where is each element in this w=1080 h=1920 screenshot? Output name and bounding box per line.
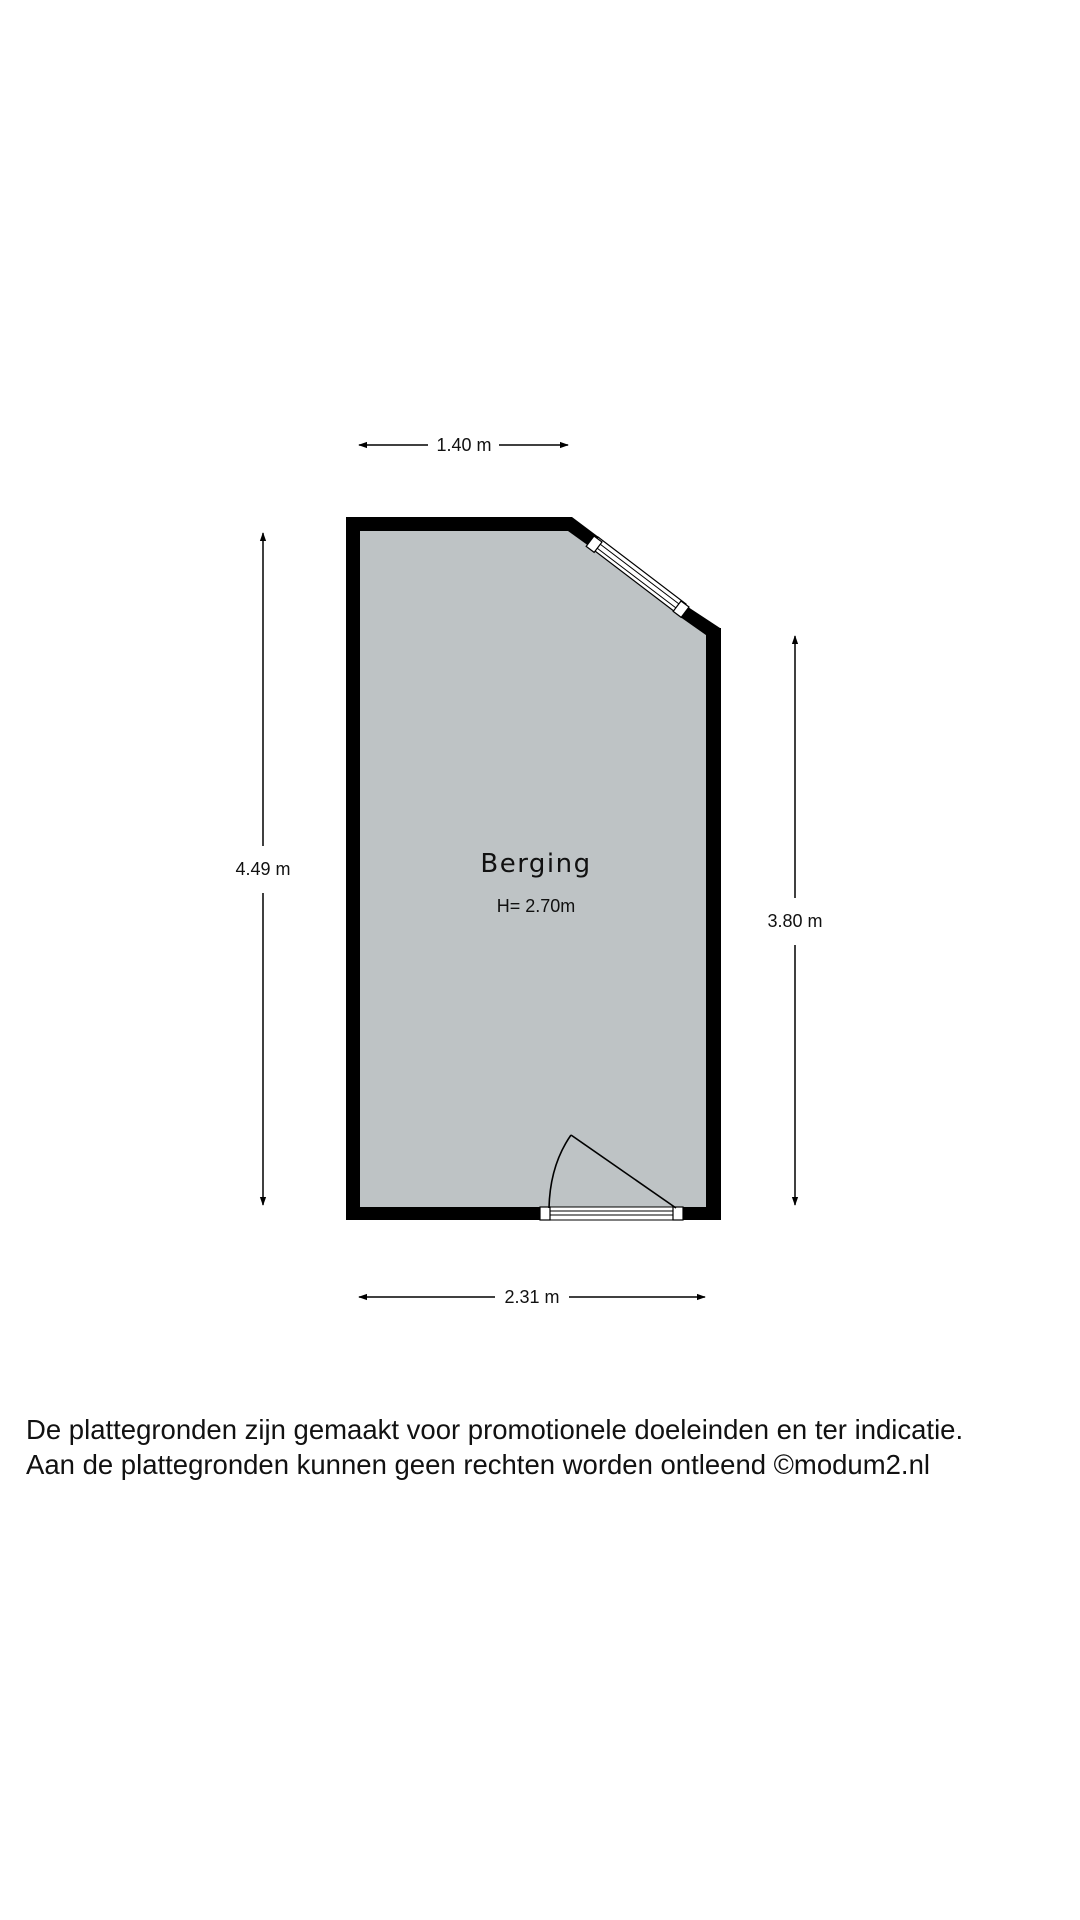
dimension-bottom-label: 2.31 m — [504, 1287, 560, 1307]
bottom-wall-right — [683, 1207, 721, 1220]
dimension-top — [359, 435, 568, 455]
bottom-wall-left — [346, 1207, 540, 1220]
room-name: Berging — [480, 849, 592, 879]
top-wall — [346, 517, 572, 531]
disclaimer-line-1: De plattegronden zijn gemaakt voor promotionele doeleinden en ter indicatie. — [26, 1414, 964, 1445]
dimension-left — [235, 533, 290, 1205]
dimension-right — [767, 636, 822, 1205]
disclaimer-line-2: Aan de plattegronden kunnen geen rechten worden ontleend ©modum2.nl — [26, 1449, 930, 1480]
right-wall — [706, 628, 721, 1220]
dimension-right-label: 3.80 m — [767, 911, 823, 931]
room-height: H= 2.70m — [496, 896, 576, 916]
left-wall — [346, 517, 360, 1220]
dimension-left-label: 4.49 m — [235, 859, 291, 879]
disclaimer — [26, 1412, 1066, 1482]
dimension-top-label: 1.40 m — [436, 435, 492, 455]
dimension-bottom — [359, 1287, 705, 1307]
